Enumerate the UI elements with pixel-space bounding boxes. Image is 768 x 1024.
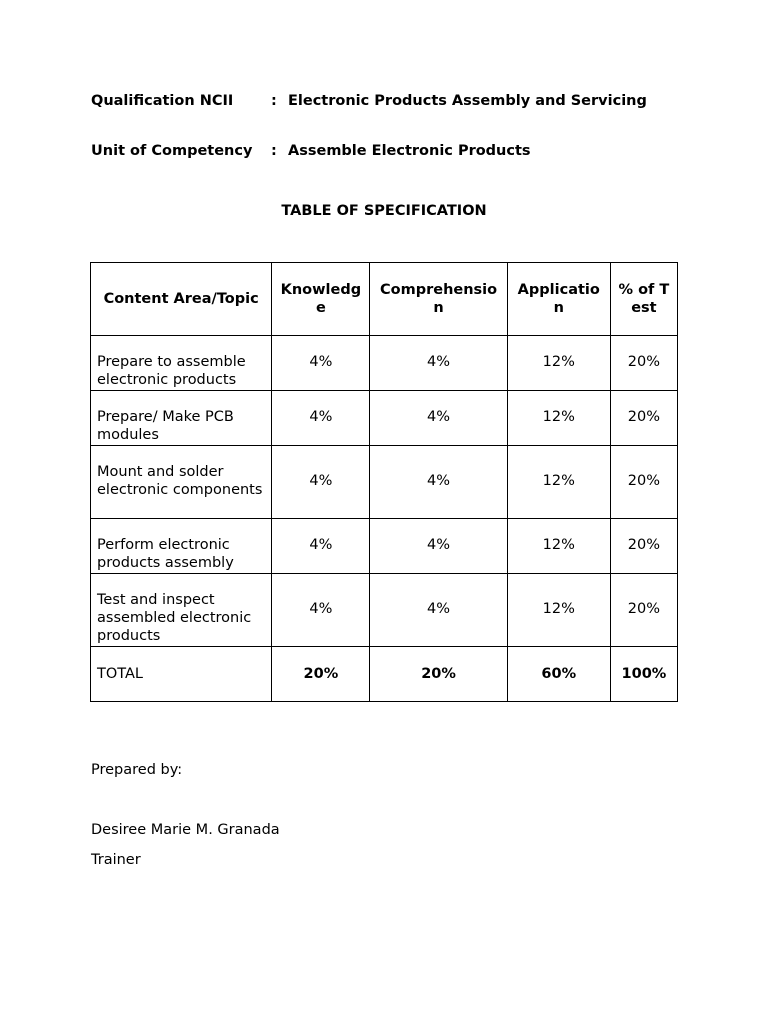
column-header-application: Application xyxy=(507,263,610,336)
column-header-percent: % of Test xyxy=(610,263,677,336)
table-row xyxy=(91,336,678,391)
total-label: TOTAL xyxy=(91,647,272,702)
row-percent: 20% xyxy=(610,446,677,519)
total-percent: 100% xyxy=(610,647,677,702)
prepared-by-label: Prepared by: xyxy=(91,762,183,778)
preparer-name: Desiree Marie M. Granada xyxy=(91,822,280,838)
row-knowledge: 4% xyxy=(272,391,370,446)
qualification-label: Qualification NCII xyxy=(91,93,234,109)
row-knowledge: 4% xyxy=(272,336,370,391)
total-knowledge: 20% xyxy=(272,647,370,702)
row-comprehension: 4% xyxy=(370,519,507,574)
column-header-topic: Content Area/Topic xyxy=(91,263,272,336)
row-knowledge: 4% xyxy=(272,519,370,574)
row-comprehension: 4% xyxy=(370,391,507,446)
row-comprehension: 4% xyxy=(370,574,507,647)
column-header-knowledge: Knowledge xyxy=(272,263,370,336)
preparer-role: Trainer xyxy=(91,852,141,868)
table-row xyxy=(91,574,678,647)
row-topic: Perform electronic products assembly xyxy=(91,519,272,574)
row-application: 12% xyxy=(507,574,610,647)
row-topic: Mount and solder electronic components xyxy=(91,446,272,519)
total-application: 60% xyxy=(507,647,610,702)
table-total-row xyxy=(91,647,678,702)
row-topic: Prepare/ Make PCB modules xyxy=(91,391,272,446)
column-header-comprehension: Comprehension xyxy=(370,263,507,336)
total-comprehension: 20% xyxy=(370,647,507,702)
unit-colon: : xyxy=(271,143,277,159)
row-comprehension: 4% xyxy=(370,446,507,519)
unit-label: Unit of Competency xyxy=(91,143,253,159)
row-topic: Test and inspect assembled electronic products xyxy=(91,574,272,647)
unit-value: Assemble Electronic Products xyxy=(288,143,531,159)
row-topic: Prepare to assemble electronic products xyxy=(91,336,272,391)
row-application: 12% xyxy=(507,336,610,391)
table-row xyxy=(91,446,678,519)
row-percent: 20% xyxy=(610,391,677,446)
table-row xyxy=(91,391,678,446)
row-application: 12% xyxy=(507,446,610,519)
row-knowledge: 4% xyxy=(272,574,370,647)
specification-table xyxy=(90,262,678,702)
document-title: TABLE OF SPECIFICATION xyxy=(281,203,487,219)
row-comprehension: 4% xyxy=(370,336,507,391)
row-knowledge: 4% xyxy=(272,446,370,519)
table-header-row xyxy=(91,263,678,336)
row-application: 12% xyxy=(507,519,610,574)
qualification-colon: : xyxy=(271,93,277,109)
row-application: 12% xyxy=(507,391,610,446)
row-percent: 20% xyxy=(610,574,677,647)
table-row xyxy=(91,519,678,574)
row-percent: 20% xyxy=(610,336,677,391)
row-percent: 20% xyxy=(610,519,677,574)
qualification-value: Electronic Products Assembly and Servicing xyxy=(288,93,647,109)
